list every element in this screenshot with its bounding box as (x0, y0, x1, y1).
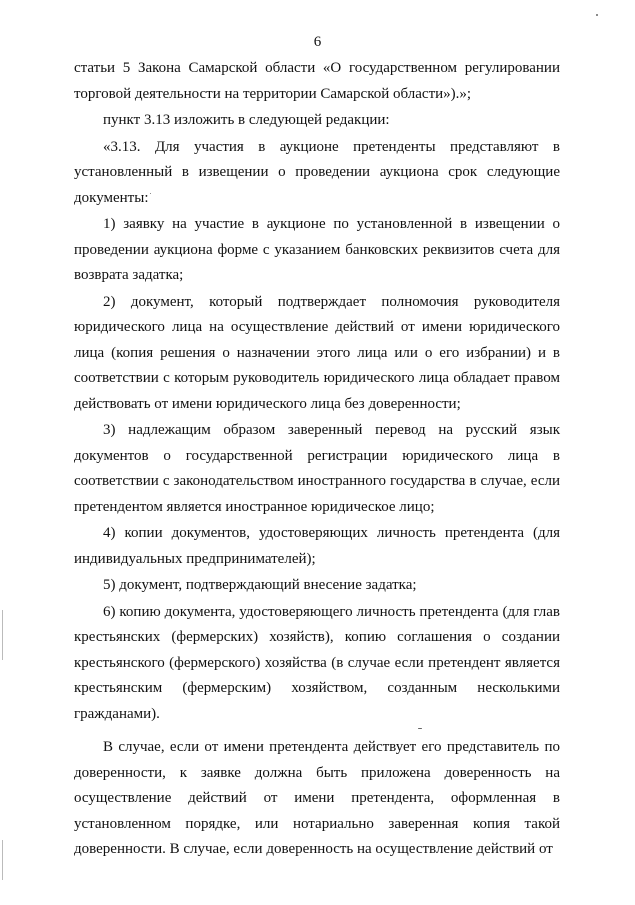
paragraph-clause-3-13: «3.13. Для участия в аукционе претенденты представляют в установленный в извещении о проведении аукциона срок следующие документы: (74, 138, 560, 206)
scan-edge-mark (2, 610, 3, 660)
scan-speck (418, 728, 422, 729)
scan-edge-mark (2, 840, 3, 880)
page-number: 6 (313, 34, 322, 50)
paragraph-continuation: статьи 5 Закона Самарской области «О государственном регулировании торговой деятельности на территории Самарской области»).»; (74, 60, 560, 102)
paragraph-item-6: 6) копию документа, удостоверяющего личность претендента (для глав крестьянских (фермерских) хозяйств), копию соглашения о создании крестьянского (фермерского) хозяйства (в случае если претендент является крестьянским (фермерским) хозяйством, созданным несколькими гражданами). (74, 603, 560, 722)
paragraph-item-3: 3) надлежащим образом заверенный перевод на русский язык документов о государственной регистрации юридического лица в соответствии с законодательством иностранного государства в случае, если претендентом является иностранное юридическое лицо; (74, 422, 560, 515)
paragraph-item-1: 1) заявку на участие в аукционе по установленной в извещении о проведении аукциона форме с указанием банковских реквизитов счета для возврата задатка; (74, 216, 560, 283)
paragraph-item-5: 5) документ, подтверждающий внесение задатка; (103, 577, 417, 593)
paragraph-item-2: 2) документ, который подтверждает полномочия руководителя юридического лица на осуществление действий от имени юридического лица (копия решения о назначении этого лица или о его избрании) и в соответствии с которым руководитель юридического лица обладает правом действовать от имени юридического лица без доверенности; (74, 293, 560, 412)
document-body (74, 56, 560, 863)
scan-speck (596, 14, 598, 16)
paragraph-amendment-intro: пункт 3.13 изложить в следующей редакции: (103, 112, 390, 128)
paragraph-representative: В случае, если от имени претендента действует его представитель по доверенности, к заявке должна быть приложена доверенность на осуществление действий от имени претендента, оформленная в установленном порядке, или нотариально заверенная копия такой доверенности. В случае, если доверенность на осуществление действий от (74, 739, 560, 857)
scan-speck (150, 193, 151, 194)
paragraph-item-4: 4) копии документов, удостоверяющих личность претендента (для индивидуальных предпринимателей); (74, 525, 560, 567)
